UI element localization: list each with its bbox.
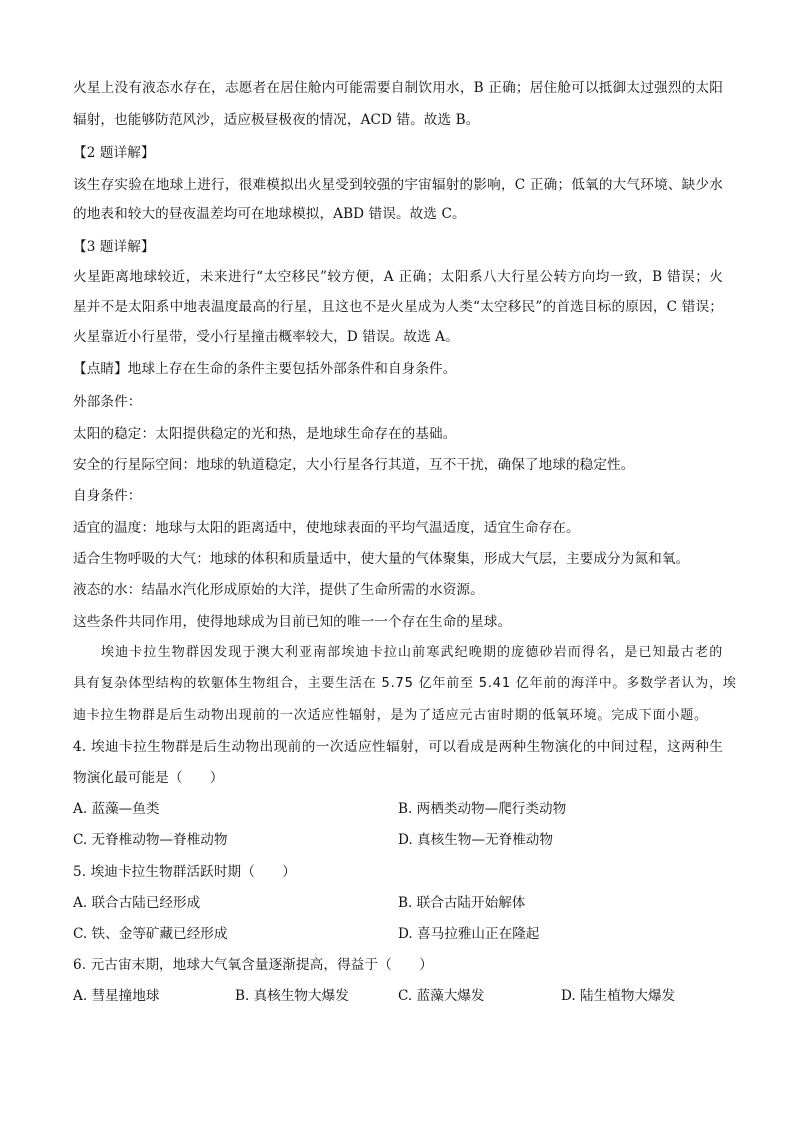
q3-heading: 【3 题详解】	[73, 239, 155, 255]
q3-explanation-line: 星并不是太阳系中地表温度最高的行星，且这也不是火星成为人类“太空移民”的首选目标的原因，C 错误；	[73, 299, 723, 315]
external-condition-item: 安全的行星际空间：地球的轨道稳定，大小行星各行其道，互不干扰，确保了地球的稳定性。	[73, 457, 635, 473]
question-5-option-a: A. 联合古陆已经形成	[73, 895, 201, 911]
question-4-stem: 4. 埃迪卡拉生物群是后生动物出现前的一次适应性辐射，可以看成是两种生物演化的中间过程，这两种生	[73, 739, 723, 755]
conclusion-line: 这些条件共同作用，使得地球成为目前已知的唯一一个存在生命的星球。	[73, 614, 512, 630]
passage-line: 具有复杂体型结构的软躯体生物组合，主要生活在 5.75 亿年前至 5.41 亿年前的海洋中。多数学者认为，埃	[73, 676, 737, 691]
q1-explanation-line: 火星上没有液态水存在，志愿者在居住舱内可能需要自制饮用水，B 正确；居住舱可以抵御太过强烈的太阳	[73, 80, 723, 96]
passage-line: 埃迪卡拉生物群因发现于澳大利亚南部埃迪卡拉山前寒武纪晚期的庞德砂岩而得名，是已知最古老的	[101, 645, 723, 660]
internal-condition-item: 液态的水：结晶水汽化形成原始的大洋，提供了生命所需的水资源。	[73, 582, 484, 598]
question-6-option-b: B. 真核生物大爆发	[235, 988, 349, 1004]
question-5-stem: 5. 埃迪卡拉生物群活跃时期（ ）	[73, 864, 296, 880]
question-4-option-b: B. 两栖类动物—爬行类动物	[398, 801, 567, 817]
external-condition-item: 太阳的稳定：太阳提供稳定的光和热，是地球生命存在的基础。	[73, 426, 457, 442]
internal-condition-item: 适宜的温度：地球与太阳的距离适中，使地球表面的平均气温适度，适宜生命存在。	[73, 520, 580, 536]
note-line: 【点睛】地球上存在生命的条件主要包括外部条件和自身条件。	[73, 361, 457, 377]
q2-explanation-line: 该生存实验在地球上进行，很难模拟出火星受到较强的宇宙辐射的影响，C 正确；低氧的大气环境、缺少水	[73, 177, 723, 193]
q2-heading: 【2 题详解】	[73, 145, 155, 161]
q2-explanation-line: 的地表和较大的昼夜温差均可在地球模拟，ABD 错误。故选 C。	[73, 206, 466, 222]
passage-line: 迪卡拉生物群是后生动物出现前的一次适应性辐射，是为了适应元古宙时期的低氧环境。完成下面小题。	[73, 708, 708, 723]
question-5-option-b: B. 联合古陆开始解体	[398, 895, 526, 911]
question-6-option-a: A. 彗星撞地球	[73, 988, 160, 1004]
external-conditions-heading: 外部条件：	[73, 394, 142, 410]
q3-explanation-line: 火星距离地球较近，未来进行“太空移民”较方便，A 正确；太阳系八大行星公转方向均一致，B 错误；火	[73, 269, 723, 285]
q1-explanation-line: 辐射，也能够防范风沙，适应极昼极夜的情况，ACD 错。故选 B。	[73, 112, 480, 128]
internal-conditions-heading: 自身条件：	[73, 488, 142, 504]
question-6-stem: 6. 元古宙末期，地球大气氧含量逐渐提高，得益于（ ）	[73, 957, 433, 973]
question-5-option-c: C. 铁、金等矿藏已经形成	[73, 926, 228, 942]
question-5-option-d: D. 喜马拉雅山正在隆起	[398, 926, 540, 942]
internal-condition-item: 适合生物呼吸的大气：地球的体积和质量适中，使大量的气体聚集，形成大气层，主要成分为氮和氧。	[73, 551, 690, 567]
question-6-option-c: C. 蓝藻大爆发	[398, 988, 485, 1004]
question-4-stem: 物演化最可能是（ ）	[73, 770, 224, 786]
q3-explanation-line: 火星靠近小行星带，受小行星撞击概率较大，D 错误。故选 A。	[73, 329, 459, 345]
question-4-option-c: C. 无脊椎动物—脊椎动物	[73, 832, 228, 848]
question-6-option-d: D. 陆生植物大爆发	[561, 988, 676, 1004]
question-4-option-a: A. 蓝藻—鱼类	[73, 801, 160, 817]
question-4-option-d: D. 真核生物—无脊椎动物	[398, 832, 553, 848]
